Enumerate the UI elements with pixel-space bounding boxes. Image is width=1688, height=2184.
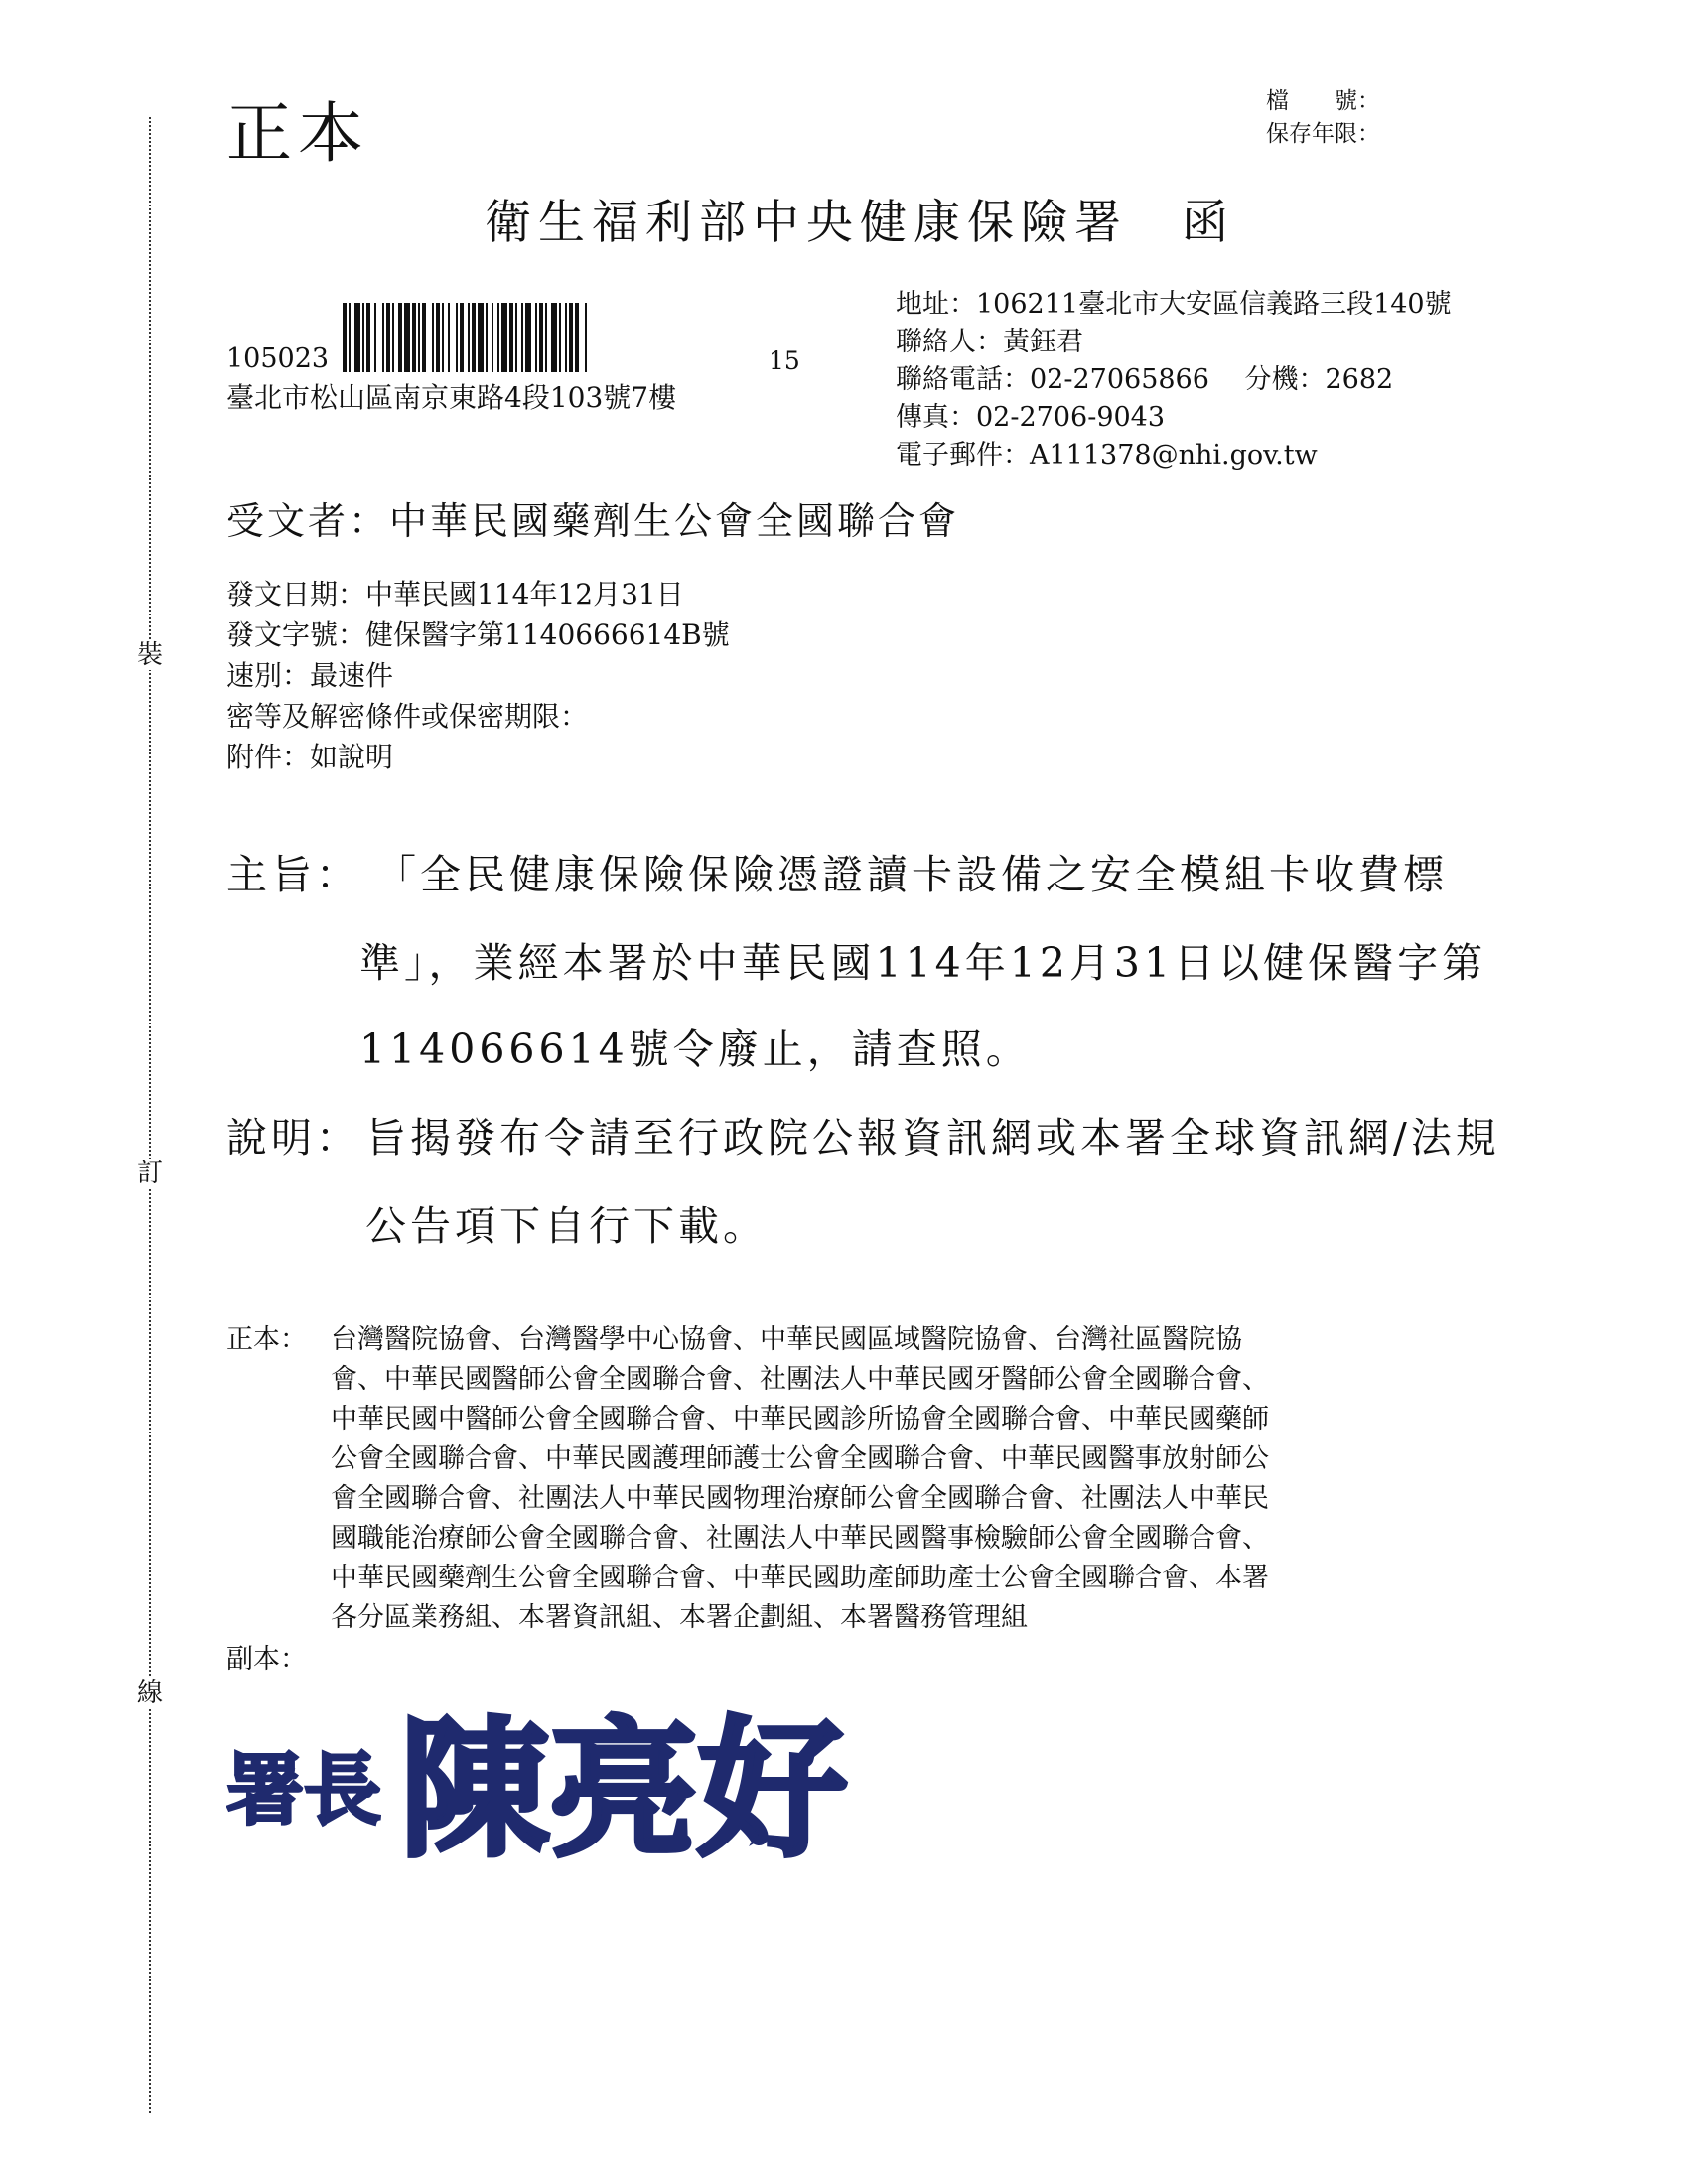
signature-title-text: 署長: [226, 1745, 382, 1836]
distribution-line: 會、中華民國醫師公會全國聯合會、社團法人中華民國牙醫師公會全國聯合會、: [331, 1364, 1269, 1395]
subject-label: 主旨：: [226, 851, 360, 898]
contact-fax: 傳真：02-2706-9043: [896, 402, 1166, 433]
distribution-list: [331, 1320, 1269, 1638]
distribution-line: 台灣醫院協會、台灣醫學中心協會、中華民國區域醫院協會、台灣社區醫院協: [331, 1324, 1242, 1355]
distribution-line: 中華民國中醫師公會全國聯合會、中華民國診所協會全國聯合會、中華民國藥師: [331, 1404, 1269, 1434]
distribution-line: 公會全國聯合會、中華民國護理師護士公會全國聯合會、中華民國醫事放射師公: [331, 1443, 1269, 1474]
subject-line: 114066614號令廢止，請查照。: [359, 1025, 1031, 1073]
cc-label: 副本：: [226, 1644, 307, 1675]
contact-phone: 聯絡電話：02-27065866 分機：2682: [896, 364, 1394, 395]
binding-mark-ding: 訂: [136, 1159, 163, 1188]
explanation-line: 公告項下自行下載。: [365, 1202, 768, 1250]
copy-mark: 正本: [226, 95, 369, 172]
retention-period-label: 保存年限：: [1266, 121, 1380, 147]
file-info: [1266, 85, 1380, 151]
issue-date: 發文日期：中華民國114年12月31日: [226, 578, 684, 611]
distribution-line: 會全國聯合會、社團法人中華民國物理治療師公會全國聯合會、社團法人中華民: [331, 1483, 1269, 1514]
sender-contact-block: [896, 286, 1452, 475]
attachment-note: 附件：如說明: [226, 741, 394, 773]
document-number: 發文字號：健保醫字第1140666614B號: [226, 618, 730, 651]
document-title: 衛生福利部中央健康保險署 函: [485, 196, 1235, 250]
recipient-address: 臺北市松山區南京東路4段103號7樓: [226, 381, 677, 414]
barcode-image: [343, 303, 750, 372]
postal-code: 105023: [226, 343, 330, 374]
contact-person: 聯絡人：黃鈺君: [896, 327, 1083, 357]
file-number-label: 檔 號：: [1266, 88, 1380, 114]
barcode-suffix: 15: [769, 346, 800, 375]
distribution-line: 國職能治療師公會全國聯合會、社團法人中華民國醫事檢驗師公會全國聯合會、: [331, 1523, 1269, 1554]
signature-name-text: 陳亮好: [400, 1703, 848, 1871]
subject-line: 準」，業經本署於中華民國114年12月31日以健保醫字第: [359, 939, 1487, 987]
distribution-label: 正本：: [226, 1324, 307, 1355]
distribution-line: 各分區業務組、本署資訊組、本署企劃組、本署醫務管理組: [331, 1602, 1028, 1633]
sender-address: 地址：106211臺北市大安區信義路三段140號: [896, 289, 1452, 320]
explanation-line: 旨揭發布令請至行政院公報資訊網或本署全球資訊網/法規: [365, 1114, 1500, 1161]
subject-line: 「全民健康保險保險憑證讀卡設備之安全模組卡收費標: [375, 851, 1448, 898]
explanation-label: 說明：: [226, 1114, 360, 1161]
secrecy-level: 密等及解密條件或保密期限：: [226, 700, 589, 733]
delivery-speed: 速別：最速件: [226, 659, 394, 692]
binding-mark-zhuang: 裝: [136, 640, 163, 670]
binding-mark-xian: 線: [136, 1678, 163, 1707]
document-meta: [226, 574, 730, 777]
contact-email: 電子郵件：A111378@nhi.gov.tw: [896, 440, 1318, 471]
binding-dotted-line: [149, 117, 151, 2113]
director-signature-image: [226, 1703, 921, 1871]
receiver-line: 受文者：中華民國藥劑生公會全國聯合會: [226, 499, 960, 543]
distribution-line: 中華民國藥劑生公會全國聯合會、中華民國助產師助產士公會全國聯合會、本署: [331, 1563, 1269, 1593]
